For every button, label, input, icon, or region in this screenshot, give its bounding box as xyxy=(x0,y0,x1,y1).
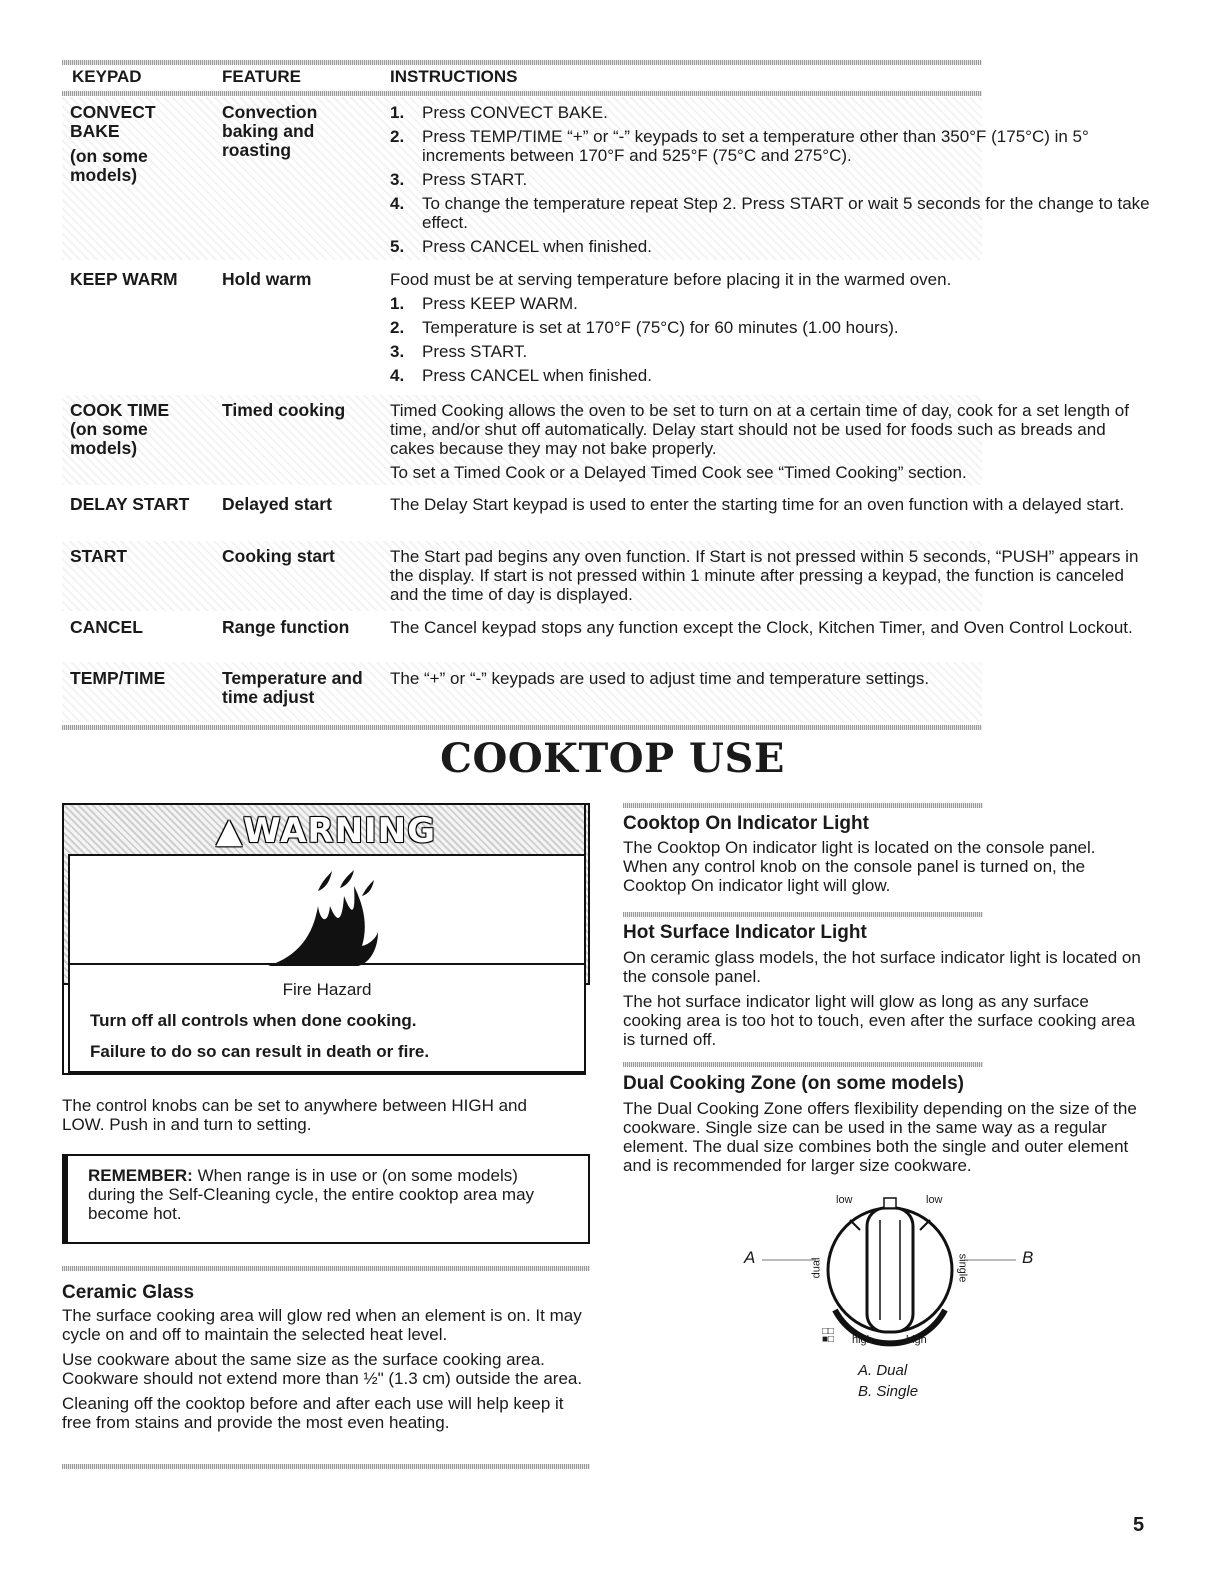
bottom-left-rule xyxy=(62,1464,590,1469)
header-keypad: KEYPAD xyxy=(72,67,142,86)
hot-surface-body xyxy=(623,948,1148,1055)
ceramic-para: The surface cooking area will glow red when an element is on. It may cycle on and off to maintain the selected heat level. xyxy=(62,1306,582,1344)
step-text: Temperature is set at 170°F (75°C) for 60 minutes (1.00 hours). xyxy=(422,318,899,337)
warning-line2: Failure to do so can result in death or fire. xyxy=(90,1042,430,1061)
table-row xyxy=(62,662,982,722)
hot-surface-rule xyxy=(623,912,983,917)
warning-title: WARNING xyxy=(243,811,437,851)
warning-header xyxy=(64,811,588,851)
table-row xyxy=(62,97,1150,260)
ceramic-body xyxy=(62,1306,592,1438)
feature-label: Cooking start xyxy=(222,546,335,566)
remember-box xyxy=(62,1154,590,1244)
right-top-rule xyxy=(623,803,983,808)
instruction-text: The “+” or “-” keypads are used to adjust time and temperature settings. xyxy=(390,669,930,688)
keypad-label: CONVECT xyxy=(70,102,156,122)
feature-label: Range function xyxy=(222,617,350,637)
dual-zone-title: Dual Cooking Zone (on some models) xyxy=(623,1073,964,1094)
keypad-label: models) xyxy=(70,438,138,458)
keypad-label: models) xyxy=(70,165,138,185)
header-instructions: INSTRUCTIONS xyxy=(390,67,518,86)
instruction-text: Timed Cooking allows the oven to be set to turn on at a certain time of day, cook for a set length of time, and/or shut off automatically. Delay start should not be used for foods such as breads and cakes because they may not bake properly. xyxy=(390,401,1129,458)
instruction-text: The Delay Start keypad is used to enter the starting time for an oven function with a delayed start. xyxy=(390,495,1125,514)
table-bottom-rule xyxy=(62,725,982,730)
feature-label: Hold warm xyxy=(222,269,312,289)
knob-single-label: single xyxy=(956,1253,969,1283)
keypad-label: CANCEL xyxy=(70,617,143,637)
feature-label: Delayed start xyxy=(222,494,332,514)
instructions-cell xyxy=(390,495,1150,519)
caption-b: B. Single xyxy=(858,1383,919,1400)
feature-label: Temperature and xyxy=(222,668,363,688)
header-rule xyxy=(62,91,982,96)
knob-dual-label: dual xyxy=(810,1257,823,1279)
keypad-label: START xyxy=(70,546,128,566)
instructions-cell xyxy=(390,618,1150,642)
header-feature: FEATURE xyxy=(222,67,302,86)
cooktop-indicator-text: The Cooktop On indicator light is located on the console panel. When any control knob on the console panel is turned on, the Cooktop On indicator light will glow. xyxy=(623,838,1096,895)
keypad-label: KEEP WARM xyxy=(70,269,178,289)
ceramic-rule xyxy=(62,1266,590,1271)
warning-line1: Turn off all controls when done cooking. xyxy=(90,1011,417,1030)
instructions-cell xyxy=(390,270,1150,390)
feature-label: Timed cooking xyxy=(222,400,346,420)
feature-label: baking and xyxy=(222,121,315,141)
hot-surface-para: On ceramic glass models, the hot surface indicator light is located on the console panel. xyxy=(623,948,1141,986)
knob-label-a: A xyxy=(744,1248,756,1267)
instruction-text: The Start pad begins any oven function. If Start is not pressed within 5 seconds, “PUSH” appears in the display. If start is not pressed within 1 minute after pressing a keypad, the function is canceled and the time of day is displayed. xyxy=(390,547,1139,604)
feature-label: time adjust xyxy=(222,687,315,707)
cooktop-indicator-title: Cooktop On Indicator Light xyxy=(623,813,869,834)
instructions-cell xyxy=(390,401,1150,487)
keypad-cell xyxy=(70,401,220,458)
step-text: Press CONVECT BAKE. xyxy=(422,103,608,122)
keypad-cell xyxy=(70,103,220,185)
ceramic-title: Ceramic Glass xyxy=(62,1282,195,1303)
knob-illustration xyxy=(740,1190,1040,1350)
feature-cell xyxy=(222,103,382,160)
table-row xyxy=(62,541,1139,611)
instruction-text: To set a Timed Cook or a Delayed Timed Cook see “Timed Cooking” section. xyxy=(390,463,967,482)
step-text: To change the temperature repeat Step 2. Press START or wait 5 seconds for the change to take effect. xyxy=(422,194,1150,232)
table-row xyxy=(62,395,1129,485)
knob-high-left: high xyxy=(852,1334,873,1346)
instruction-intro: Food must be at serving temperature before placing it in the warmed oven. xyxy=(390,270,952,289)
page-number: 5 xyxy=(1133,1514,1145,1536)
element-indicator-icon: □□ ■□ xyxy=(822,1326,835,1345)
section-title: COOKTOP USE xyxy=(440,735,785,782)
step-text: Press KEEP WARM. xyxy=(422,294,578,313)
knob-low-left: low xyxy=(836,1194,853,1206)
knob-low-right: low xyxy=(926,1194,943,1206)
hot-surface-title: Hot Surface Indicator Light xyxy=(623,922,867,943)
top-rule xyxy=(62,60,982,65)
feature-cell xyxy=(222,669,382,707)
step: 1. Press CONVECT BAKE. xyxy=(390,103,608,122)
table-row xyxy=(62,490,1125,538)
step-text: Press START. xyxy=(422,170,528,189)
hot-surface-para: The hot surface indicator light will glow as long as any surface cooking area is too hot to touch, even after the surface cooking area is turned off. xyxy=(623,992,1136,1049)
keypad-label: BAKE xyxy=(70,121,120,141)
warning-hazard: Fire Hazard xyxy=(282,980,372,999)
table-row xyxy=(62,266,982,391)
step: 3. Press START. xyxy=(390,342,528,361)
caption-a: A. Dual xyxy=(858,1362,908,1379)
step-text: Press TEMP/TIME “+” or “-” keypads to set a temperature other than 350°F (175°C) in 5° increments between 170°F and 525°F (75°C and 275°C). xyxy=(422,127,1089,165)
step: 3. Press START. xyxy=(390,170,528,189)
keypad-label: TEMP/TIME xyxy=(70,668,166,688)
warning-separator xyxy=(70,963,584,965)
knob-high-right: high xyxy=(906,1334,927,1346)
dual-zone-text: The Dual Cooking Zone offers flexibility depending on the size of the cookware. Single size can be used in the same way as a regular element. The dual size combines both the single and outer element and is recommended for larger size cookware. xyxy=(623,1099,1137,1175)
feature-label: Convection xyxy=(222,102,318,122)
step: 5. Press CANCEL when finished. xyxy=(390,237,652,256)
step-text: Press CANCEL when finished. xyxy=(422,366,652,385)
instructions-cell xyxy=(390,669,1150,693)
step-text: Press START. xyxy=(422,342,528,361)
instructions-cell xyxy=(390,103,1150,261)
step: 2. Temperature is set at 170°F (75°C) for 60 minutes (1.00 hours). xyxy=(390,318,899,337)
fire-icon xyxy=(258,866,398,976)
step: 4. Press CANCEL when finished. xyxy=(390,366,652,385)
instruction-text: The Cancel keypad stops any function except the Clock, Kitchen Timer, and Oven Control Lockout. xyxy=(390,618,1133,637)
keypad-label: COOK TIME xyxy=(70,400,170,420)
warning-triangle-icon: ▲ xyxy=(215,811,244,851)
keypad-label: (on some xyxy=(70,419,148,439)
keypad-label: (on some xyxy=(70,146,148,166)
remember-label: REMEMBER: xyxy=(88,1166,193,1185)
table-row xyxy=(62,613,1133,659)
dual-zone-rule xyxy=(623,1062,983,1067)
remember-text xyxy=(88,1166,568,1223)
keypad-label: DELAY START xyxy=(70,494,190,514)
remember-body: When range is in use or (on some models) during the Self-Cleaning cycle, the entire cooktop area may become hot. xyxy=(88,1166,535,1223)
warning-body xyxy=(68,854,586,1073)
step: 4. To change the temperature repeat Step 2. Press START or wait 5 seconds for the change to take effect. xyxy=(390,194,1150,232)
step-text: Press CANCEL when finished. xyxy=(422,237,652,256)
feature-label: roasting xyxy=(222,140,292,160)
dual-knob-icon xyxy=(740,1190,1040,1350)
knob-label-b: B xyxy=(1022,1248,1034,1267)
ceramic-para: Use cookware about the same size as the surface cooking area. Cookware should not extend more than ½" (1.3 cm) outside the area. xyxy=(62,1350,583,1388)
control-knobs-text: The control knobs can be set to anywhere between HIGH and LOW. Push in and turn to setting. xyxy=(62,1096,527,1134)
ceramic-para: Cleaning off the cooktop before and after each use will help keep it free from stains and provide the most even heating. xyxy=(62,1394,564,1432)
instructions-cell xyxy=(390,547,1150,609)
step: 1. Press KEEP WARM. xyxy=(390,294,578,313)
step: 2. Press TEMP/TIME “+” or “-” keypads to set a temperature other than 350°F (175°C) in 5° increments between 170°F and 525°F (75°C and 275°C). xyxy=(390,127,1089,165)
